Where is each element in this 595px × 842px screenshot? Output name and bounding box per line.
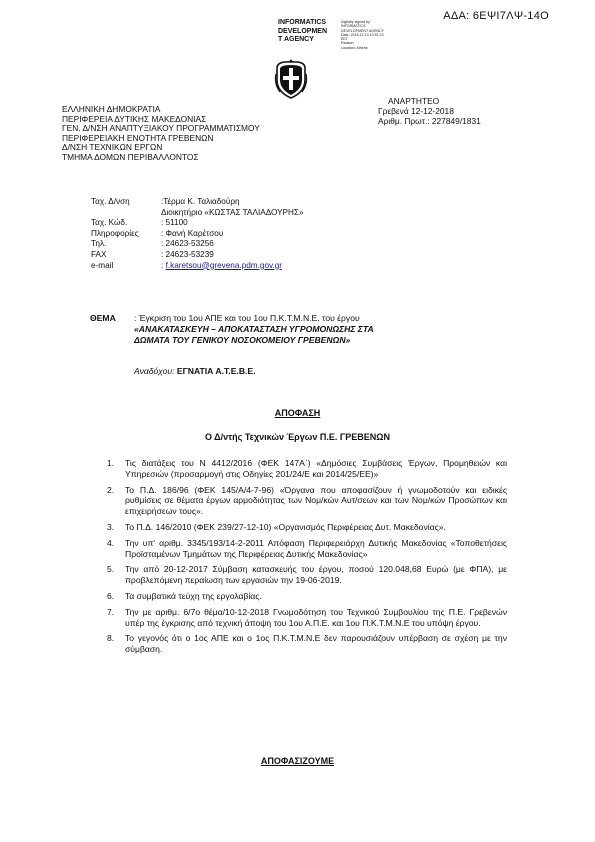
contact-row: Διοικητήριο «ΚΩΣΤΑΣ ΤΑΛΙΑΔΟΥΡΗΣ»	[161, 207, 304, 217]
greek-coat-of-arms-icon	[274, 58, 308, 100]
stamp-org: INFORMATICS DEVELOPMEN T AGENCY	[278, 19, 328, 43]
list-item: 2. Το Π.Δ. 186/96 (ΦΕΚ 145/Α/4-7-96) «Όργανα που αποφασίζουν ή γνωμοδοτούν και ειδικές ρυθμίσεις σε θέματα έργων αρμοδιότητας των Νομ/κών Αυτ/σεων και των Νομ/κών Προσώπων και επιχειρήσεων τους».	[107, 484, 507, 517]
list-item: 8. Το γεγονός ότι ο 1ος ΑΠΕ και ο 1ος Π.Κ.Τ.Μ.Ν.Ε δεν παρουσιάζουν υπέρβαση σε σχέση με την σύμβαση.	[107, 633, 507, 655]
contact-row: Τηλ. : 24623-53256	[91, 239, 214, 249]
contact-row: Ταχ. Κώδ. : 51100	[91, 218, 188, 228]
contact-row-email: e-mail : f.karetsou@grevena.pdm.gov.gr	[91, 260, 283, 270]
list-item: 4. Την υπ' αριθμ. 3345/193/14-2-2011 Απόφαση Περιφερειάρχη Δυτικής Μακεδονίας «Τοποθετήσεις Προϊσταμένων Τμημάτων της Περιφέρειας Δυτικής Μακεδονίας»	[107, 537, 507, 559]
list-item: 1. Τις διατάξεις του Ν 4412/2016 (ΦΕΚ 147Α΄) «Δημόσιες Συμβάσεις Έργων, Προμηθειών και Υπηρεσιών (προσαρμογή στις Οδηγίες 201/24/Ε και 2014/25/ΕΕ)»	[107, 458, 507, 479]
document-meta	[378, 96, 481, 127]
posting-label: ΑΝΑΡΤΗΤΕΟ	[388, 96, 440, 106]
ada-code: ΑΔΑ: 6ΕΨΙ7ΛΨ-14Ο	[443, 10, 549, 22]
document-date: Γρεβενά 12-12-2018	[378, 106, 454, 117]
director-title: Ο Δ/ντής Τεχνικών Έργων Π.Ε. ΓΡΕΒΕΝΩΝ	[205, 432, 390, 442]
email-link[interactable]: f.karetsou@grevena.pdm.gov.gr	[165, 260, 283, 270]
list-item: 7. Την με αριθμ. 6/7ο θέμα/10-12-2018 Γνωμοδότηση του Τεχνικού Συμβουλίου της Π.Ε. Γρεβενών υπέρ της έγκρισης από τεχνική άποψη του 1ου Α.Π.Ε. και 1ου Π.Κ.Τ.Μ.Ν.Ε του υπόψη έργου.	[107, 606, 507, 628]
protocol-number: Αριθμ. Πρωτ.: 227849/1831	[378, 116, 481, 127]
contractor-name: ΕΓΝΑΤΙΑ Α.Τ.Ε.Β.Ε.	[176, 366, 256, 376]
contact-row: Ταχ. Δ/νση :Τέρμα Κ. Ταλιαδούρη	[91, 197, 240, 206]
decision-title: ΑΠΟΦΑΣΗ	[274, 408, 321, 418]
contact-row: FAX : 24623-53239	[91, 249, 214, 259]
subject-text: : Έγκριση του 1ου ΑΠΕ και του 1ου Π.Κ.Τ.Μ.Ν.Ε. του έργου	[134, 313, 360, 323]
authority-header: ΕΛΛΗΝΙΚΗ ΔΗΜΟΚΡΑΤΙΑ ΠΕΡΙΦΕΡΕΙΑ ΔΥΤΙΚΗΣ ΜΑΚΕΔΟΝΙΑΣ ΓΕΝ. Δ/ΝΣΗ ΑΝΑΠΤΥΞΙΑΚΟΥ ΠΡΟΓΡΑΜΜΑΤΙΣΜΟΥ ΠΕΡΙΦΕΡΕΙΑΚΗ ΕΝΟΤΗΤΑ ΓΡΕΒΕΝΩΝ Δ/ΝΣΗ ΤΕΧΝΙΚΩΝ ΕΡΓΩΝ ΤΜΗΜΑ ΔΟΜΩΝ ΠΕΡΙΒΑΛΛΟΝΤΟΣ	[62, 104, 260, 162]
contact-block	[91, 197, 304, 271]
project-title-line2: ΔΩΜΑΤΑ ΤΟΥ ΓΕΝΙΚΟΥ ΝΟΣΟΚΟΜΕΙΟΥ ΓΡΕΒΕΝΩΝ»	[134, 335, 351, 345]
stamp-details: Digitally signed by INFORMATICS DEVELOPMENT AGENCY Date: 2018.12.13 10:51:23 EET Reason: Location: Athens	[341, 20, 385, 50]
subject-label: ΘΕΜΑ	[90, 313, 116, 323]
contact-row: Πληροφορίες : Φανή Καρέτσου	[91, 228, 224, 238]
contractor: Αναδόχου: ΕΓΝΑΤΙΑ Α.Τ.Ε.Β.Ε.	[134, 366, 256, 376]
project-title-line1: «ΑΝΑΚΑΤΑΣΚΕΥΗ – ΑΠΟΚΑΤΑΣΤΑΣΗ ΥΓΡΟΜΟΝΩΣΗΣ ΣΤΑ	[134, 324, 374, 334]
list-item: 5. Την από 20-12-2017 Σύμβαση κατασκευής του έργου, ποσού 120.048,68 Ευρώ (με ΦΠΑ), με προβλεπόμενη περαίωση των εργασιών την 19-06-2019.	[107, 564, 507, 586]
considerations-list	[107, 458, 507, 660]
list-item: 3. Το Π.Δ. 146/2010 (ΦΕΚ 239/27-12-10) «Οργανισμός Περιφέρειας Δυτ. Μακεδονίας».	[107, 521, 446, 532]
list-item: 6. Τα συμβατικά τεύχη της εργολαβίας.	[107, 590, 262, 601]
we-decide-title: ΑΠΟΦΑΣΙΖΟΥΜΕ	[260, 756, 335, 766]
subject-block	[90, 313, 374, 346]
